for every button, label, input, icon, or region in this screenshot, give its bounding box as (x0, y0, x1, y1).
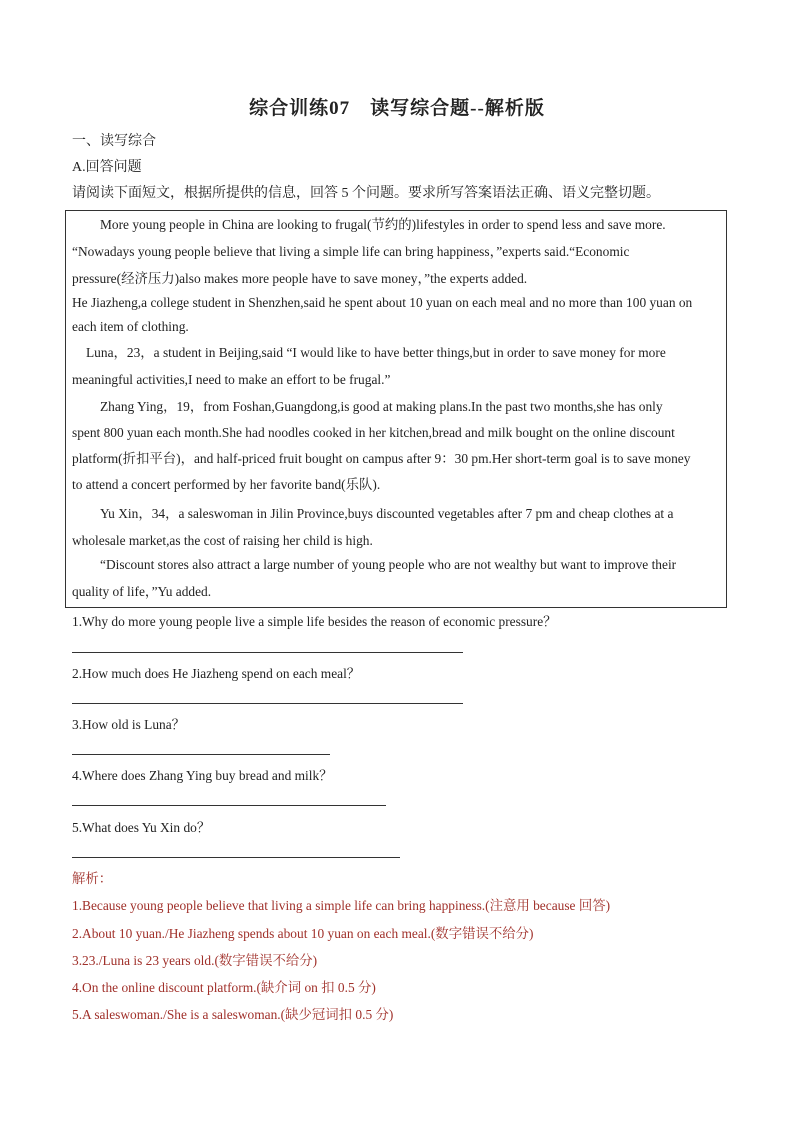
passage-paragraph-3 (72, 291, 722, 339)
section-heading: 一、读写综合 (72, 134, 156, 149)
answer-blank-4[interactable] (72, 805, 386, 806)
passage-line: platform(折扣平台)，and half-priced fruit bought on campus after 9：30 pm.Her short-term goal is to save money (72, 451, 691, 466)
answer-1: 1.Because young people believe that living a simple life can bring happiness.(注意用 because 回答) (72, 898, 611, 913)
subsection-heading: A.回答问题 (72, 160, 142, 175)
question-4: 4.Where does Zhang Ying buy bread and milk？ (72, 768, 333, 783)
passage-line: meaningful activities,I need to make an effort to be frugal.” (72, 372, 391, 387)
passage-line: “Discount stores also attract a large number of young people who are not wealthy but want to improve their (100, 557, 677, 572)
passage-line: Luna，23，a student in Beijing,said “I would like to have better things,but in order to save money for more (86, 345, 666, 360)
passage-line: Zhang Ying，19，from Foshan,Guangdong,is good at making plans.In the past two months,she has only (100, 399, 663, 414)
passage-line: spent 800 yuan each month.She had noodles cooked in her kitchen,bread and milk bought on the online discount (72, 425, 675, 440)
answer-blank-1[interactable] (72, 652, 463, 653)
passage-line: pressure(经济压力)also makes more people have to save money，”the experts added. (72, 271, 528, 286)
passage-paragraph-2 (72, 238, 722, 292)
passage-line: to attend a concert performed by her favorite band(乐队). (72, 477, 381, 492)
passage-line: He Jiazheng,a college student in Shenzhen,said he spent about 10 yuan on each meal and no more than 100 yuan on (72, 295, 693, 310)
question-1: 1.Why do more young people live a simple life besides the reason of economic pressure？ (72, 614, 557, 629)
passage-line: quality of life，”Yu added. (72, 584, 212, 599)
reading-passage-box (65, 210, 727, 608)
analysis-label: 解析： (72, 871, 113, 886)
answer-3: 3.23./Luna is 23 years old.(数字错误不给分) (72, 953, 318, 968)
answer-blank-5[interactable] (72, 857, 400, 858)
passage-line: each item of clothing. (72, 319, 189, 334)
question-2: 2.How much does He Jiazheng spend on each meal？ (72, 666, 361, 681)
answer-blank-2[interactable] (72, 703, 463, 704)
passage-line: More young people in China are looking to frugal(节约的)lifestyles in order to spend less and save more. (100, 217, 666, 232)
answer-5: 5.A saleswoman./She is a saleswoman.(缺少冠词扣 0.5 分) (72, 1007, 394, 1022)
answer-2: 2.About 10 yuan./He Jiazheng spends about 10 yuan on each meal.(数字错误不给分) (72, 926, 534, 941)
page-title: 综合训练07 读写综合题--解析版 (249, 98, 545, 119)
passage-paragraph-1 (72, 211, 722, 238)
passage-line: wholesale market,as the cost of raising her child is high. (72, 533, 373, 548)
passage-paragraph-5 (72, 394, 722, 498)
question-3: 3.How old is Luna？ (72, 717, 186, 732)
question-5: 5.What does Yu Xin do？ (72, 820, 211, 835)
instruction-text: 请阅读下面短文，根据所提供的信息，回答 5 个问题。要求所写答案语法正确、语义完整切题。 (72, 186, 660, 201)
passage-paragraph-4 (72, 339, 722, 393)
passage-line: Yu Xin，34，a saleswoman in Jilin Province,buys discounted vegetables after 7 pm and cheap clothes at a (100, 506, 674, 521)
passage-line: “Nowadays young people believe that living a simple life can bring happiness，”experts said.“Economic (72, 244, 630, 259)
passage-paragraph-7 (72, 551, 722, 605)
passage-paragraph-6 (72, 500, 722, 554)
answer-4: 4.On the online discount platform.(缺介词 on 扣 0.5 分) (72, 980, 376, 995)
answer-blank-3[interactable] (72, 754, 330, 755)
